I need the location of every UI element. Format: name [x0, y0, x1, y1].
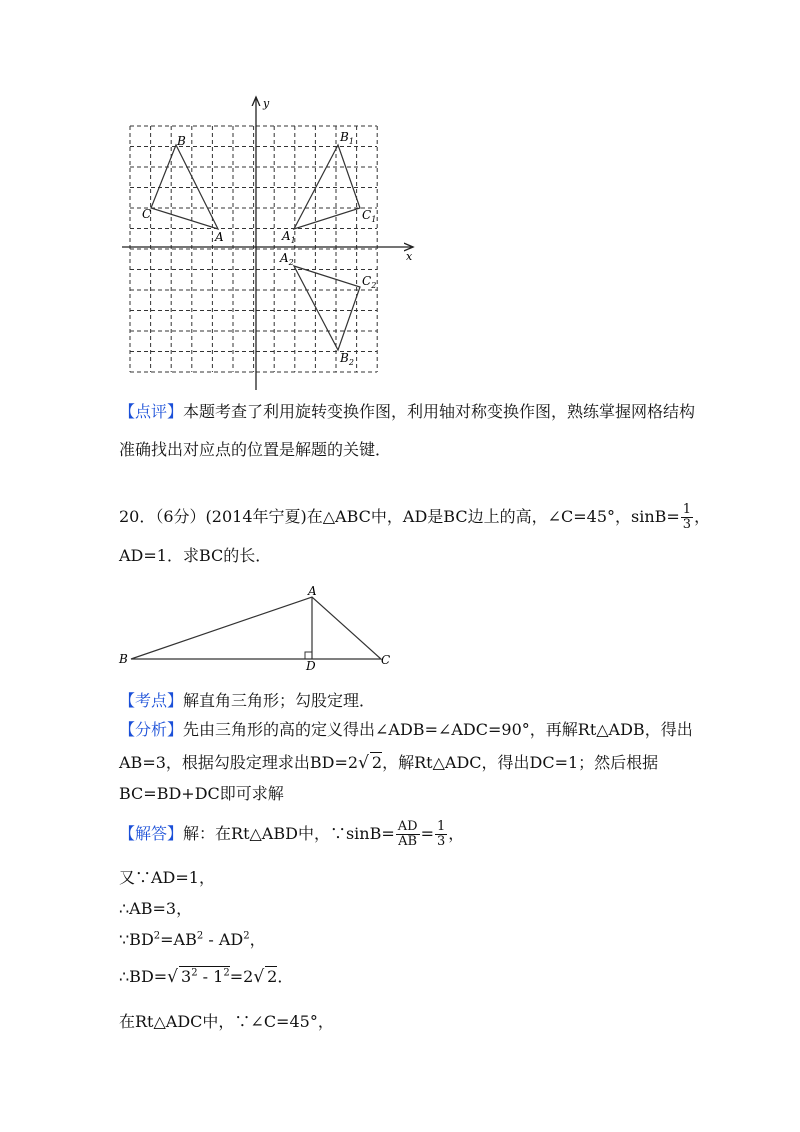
jieda-tag: 【解答】 [119, 824, 184, 843]
label-A: A [215, 230, 224, 244]
label-B: B [119, 652, 128, 666]
problem-text-2: AD=1．求BC的长． [119, 546, 272, 565]
fenxi-text-1: 先由三角形的高的定义得出∠ADB=∠ADC=90°，再解Rt△ADB，得出 [183, 720, 693, 739]
sinb-fraction: $\frac{1}{3}$ [682, 502, 692, 532]
label-A2: $A_2$ [280, 251, 294, 267]
triangle-a2b2c2 [294, 266, 360, 350]
kaodian-tag: 【考点】 [119, 691, 184, 710]
fenxi-line-1 [119, 720, 693, 740]
grid-lines [130, 126, 377, 372]
fenxi-line-2: AB=3，根据勾股定理求出BD=2√ 2，解Rt△ADC，得出DC=1；然后根据 [119, 753, 659, 773]
label-A: A [308, 584, 317, 598]
problem-text-1: 20．（6分）(2014年宁夏)在△ABC中，AD是BC边上的高，∠C=45°，sinB= [119, 507, 680, 526]
jieda-step-4: ∴BD=√ $3^2 - 1^2=2√$ 2． [119, 967, 294, 987]
problem-line-2 [119, 546, 271, 566]
jieda-step-2: ∴AB=3， [119, 899, 193, 918]
jieda-step-5: 在Rt△ADC中，∵∠C=45°， [119, 1012, 334, 1031]
comment-line-2 [119, 440, 391, 460]
jieda-step-3: $\because BD^2=AB^2 - AD^2$， [119, 930, 266, 949]
label-B2: $B_2$ [340, 351, 354, 367]
y-axis-label: y [263, 97, 270, 110]
right-angle-mark [305, 652, 312, 659]
triangle-figure [115, 580, 405, 670]
fenxi-line-3 [119, 784, 284, 804]
label-C: C [381, 653, 391, 667]
ad-ab-fraction: $\frac{AD}{AB}$ [397, 819, 418, 849]
kaodian-line [119, 691, 375, 711]
comment-line-1 [119, 402, 695, 422]
kaodian-text: 解直角三角形；勾股定理． [183, 691, 376, 710]
problem-line-1: 20．（6分）(2014年宁夏)在△ABC中，AD是BC边上的高，∠C=45°，sinB= $\frac{1}{3}$ ， [119, 502, 711, 532]
label-B: B [177, 134, 186, 148]
coordinate-grid-figure [115, 90, 425, 395]
comment-text-1: 本题考查了利用旋转变换作图，利用轴对称变换作图，熟练掌握网格结构 [183, 402, 696, 421]
label-C1: $C_1$ [362, 208, 377, 224]
label-B1: $B_1$ [340, 130, 354, 146]
x-axis-label: x [406, 250, 413, 263]
fenxi-tag: 【分析】 [119, 720, 184, 739]
label-C2: $C_2$ [362, 274, 377, 290]
jieda-step-1: 又∵AD=1， [119, 868, 215, 887]
triangle-abc-outline [131, 597, 381, 659]
comment-tag: 【点评】 [119, 402, 184, 421]
label-C: C [142, 207, 152, 221]
one-third-fraction: $\frac{1}{3}$ [436, 819, 446, 849]
label-A1: $A_1$ [282, 229, 296, 245]
fenxi-text-3: BC=BD+DC即可求解 [119, 784, 284, 803]
comment-text-2: 准确找出对应点的位置是解题的关键． [119, 440, 392, 459]
jieda-line-1: 【解答】解：在Rt△ABD中，∵sinB= $\frac{AD}{AB}$ = $\frac{1}{3}$ ， [119, 819, 465, 849]
label-D: D [306, 659, 316, 670]
